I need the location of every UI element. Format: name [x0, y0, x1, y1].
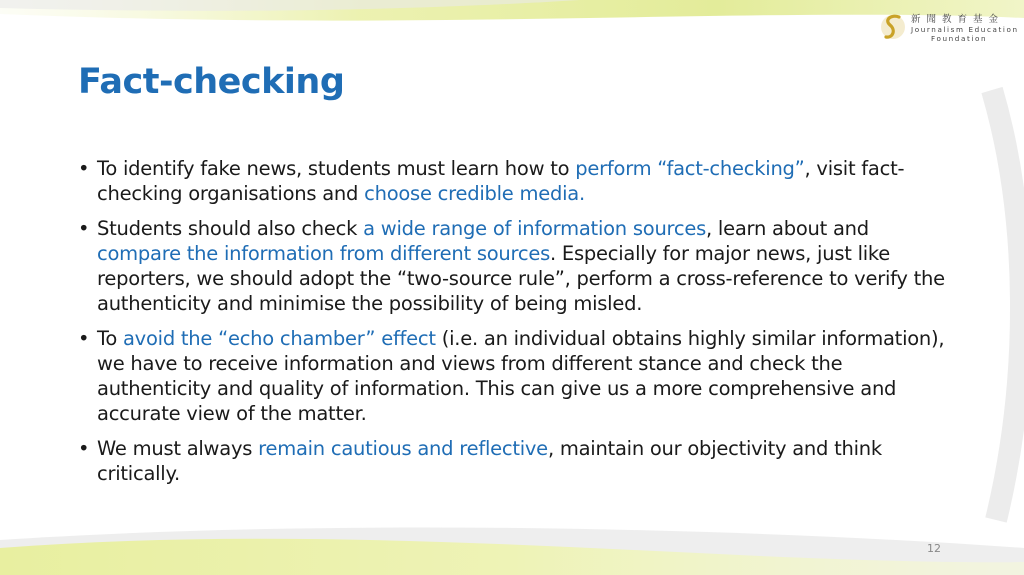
bullet-dot: • — [78, 217, 90, 240]
text-segment: , learn about and — [706, 217, 869, 240]
text-segment: , maintain our objectivity and think critically. — [97, 437, 882, 485]
logo-english-name-line1: Journalism Education — [911, 25, 1019, 34]
text-segment: To identify fake news, students must learn how to — [97, 157, 576, 180]
bullet-dot: • — [78, 437, 90, 460]
logo-english-name-line2: Foundation — [931, 34, 988, 43]
bullet-item — [78, 156, 958, 206]
highlight-segment: choose credible media. — [364, 182, 585, 205]
text-segment: We must always — [97, 437, 259, 460]
foundation-logo — [879, 10, 1019, 44]
foundation-logo-mark-icon — [879, 12, 907, 42]
text-segment: . Especially for major news, just like reporters, we should adopt the “two-source rule”, perform a cross-reference to verify the authenticity and minimise the possibility of being misled. — [97, 242, 945, 315]
text-segment: (i.e. an individual obtains highly similar information), we have to receive information and views from different stance and check the authenticity and quality of information. This can give us a more comprehensive and accurate view of the matter. — [97, 327, 945, 425]
bullet-item — [78, 436, 958, 486]
slide-title: Fact-checking — [78, 62, 345, 102]
highlight-segment: a wide range of information sources — [363, 217, 707, 240]
bullet-item — [78, 326, 958, 426]
text-segment: , visit fact-checking organisations and — [97, 157, 905, 205]
text-segment: Students should also check — [97, 217, 364, 240]
logo-chinese-name: 新聞教育基金 — [911, 14, 1005, 25]
bullet-dot: • — [78, 157, 90, 180]
highlight-segment: avoid the “echo chamber” effect — [122, 327, 436, 350]
text-segment: To — [97, 327, 123, 350]
highlight-segment: remain cautious and reflective — [258, 437, 548, 460]
highlight-segment: perform “fact-checking” — [575, 157, 805, 180]
right-arc — [992, 90, 1021, 520]
bullet-dot: • — [78, 327, 90, 350]
bullet-list — [78, 156, 958, 496]
highlight-segment: compare the information from different sources — [97, 242, 551, 265]
bullet-item — [78, 216, 958, 316]
page-number: 12 — [927, 542, 941, 555]
